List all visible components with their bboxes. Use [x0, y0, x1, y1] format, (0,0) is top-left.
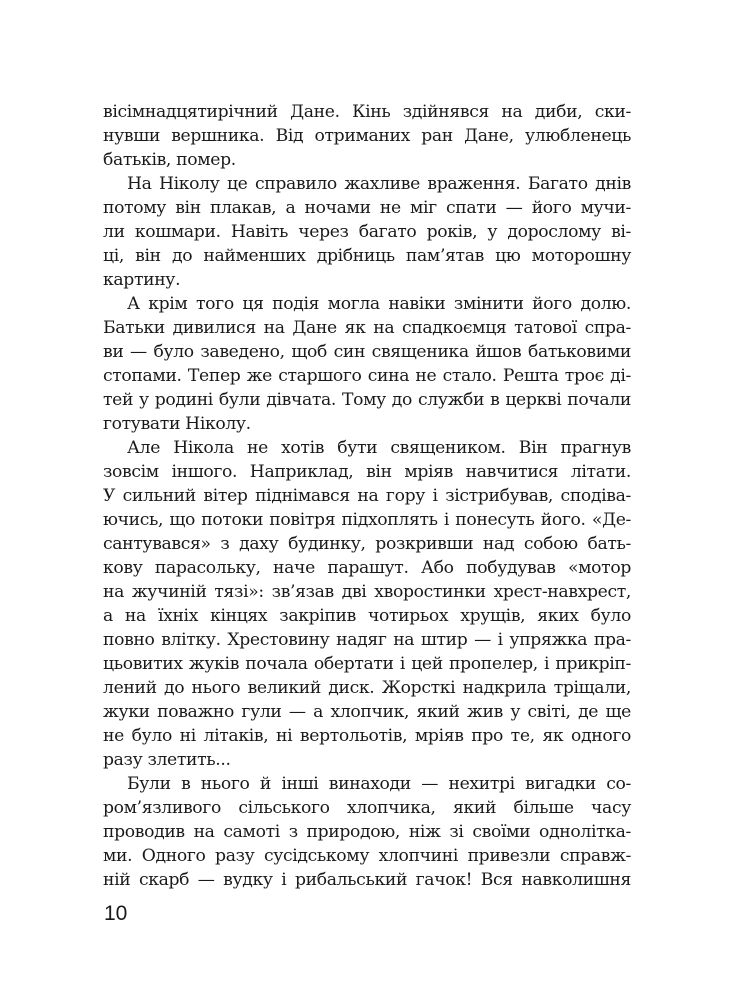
text-line: готувати Ніколу.: [103, 414, 251, 434]
text-line: зовсім іншого. Наприклад, він мріяв навчитися літати.: [103, 462, 631, 482]
text-line: батьків, помер.: [103, 150, 236, 170]
text-line: потому він плакав, а ночами не міг спати — його мучи-: [103, 198, 631, 218]
paragraph: [103, 436, 631, 772]
text-line: лений до нього великий диск. Жорсткі надкрила тріщали,: [103, 678, 631, 698]
text-line: повно влітку. Хрестовину надяг на штир — і упряжка пра-: [103, 630, 631, 650]
paragraph: [103, 292, 631, 436]
text-line: Батьки дивилися на Дане як на спадкоємця татової спра-: [103, 318, 631, 338]
text-line: ви — було заведено, щоб син священика йшов батьковими: [103, 342, 631, 362]
text-line: картину.: [103, 270, 181, 290]
text-line: ли кошмари. Навіть через багато років, у дорослому ві-: [103, 222, 631, 242]
text-line: тей у родині були дівчата. Тому до служби в церкві почали: [103, 390, 631, 410]
paragraph: [103, 100, 631, 172]
text-line: жуки поважно гули — а хлопчик, який жив у світі, де ще: [103, 702, 631, 722]
text-line: Але Нікола не хотів бути священиком. Він прагнув: [127, 438, 631, 458]
text-line: проводив на самоті з природою, ніж зі своїми однолітка-: [103, 822, 631, 842]
text-line: кову парасольку, наче парашут. Або побудував «мотор: [103, 558, 631, 578]
text-line: Були в нього й інші винаходи — нехитрі вигадки со-: [127, 774, 631, 794]
paragraph: [103, 172, 631, 292]
text-line: На Ніколу це справило жахливе враження. Багато днів: [127, 174, 631, 194]
text-line: сантувався» з даху будинку, розкривши над собою бать-: [103, 534, 631, 554]
text-line: на жучиній тязі»: зв’язав дві хворостинки хрест-навхрест,: [103, 582, 631, 602]
text-line: А крім того ця подія могла навіки змінити його долю.: [127, 294, 631, 314]
text-line: не було ні літаків, ні вертольотів, мріяв про те, як одного: [103, 726, 631, 746]
text-line: ми. Одного разу сусідському хлопчині привезли справж-: [103, 846, 631, 866]
text-line: нувши вершника. Від отриманих ран Дане, улюбленець: [103, 126, 631, 146]
paragraph: [103, 772, 631, 892]
text-line: ній скарб — вудку і рибальський гачок! Вся навколишня: [103, 870, 631, 890]
text-line: ром’язливого сільського хлопчика, який більше часу: [103, 798, 631, 818]
text-line: цьовитих жуків почала обертати і цей пропелер, і прикріп-: [103, 654, 631, 674]
text-line: ці, він до найменших дрібниць пам’ятав цю моторошну: [103, 246, 631, 266]
body-text: [103, 100, 631, 892]
text-line: разу злетить...: [103, 750, 231, 770]
text-line: ючись, що потоки повітря підхоплять і понесуть його. «Де-: [103, 510, 631, 530]
text-line: вісімнадцятирічний Дане. Кінь здійнявся на диби, ски-: [103, 102, 631, 122]
text-line: стопами. Тепер же старшого сина не стало. Решта троє ді-: [103, 366, 631, 386]
text-line: У сильний вітер піднімався на гору і зістрибував, сподіва-: [103, 486, 631, 506]
page-number: 10: [104, 902, 128, 925]
text-line: а на їхніх кінцях закріпив чотирьох хрущів, яких було: [103, 606, 631, 626]
